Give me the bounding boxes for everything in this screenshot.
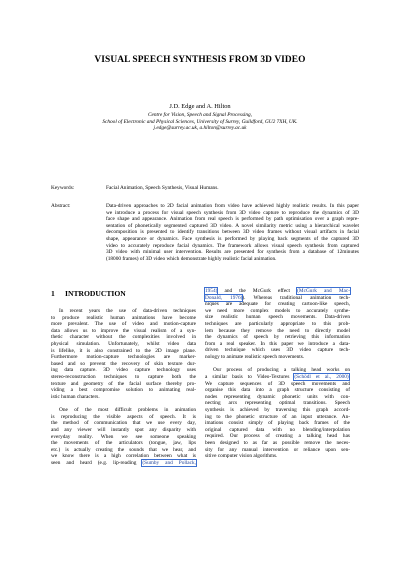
body-line: synthesis is achieved by traversing this graph accord- bbox=[205, 406, 350, 413]
abstract-line: (18000 frames) of 3D video which demonstrate highly realistic facial animation. bbox=[106, 255, 277, 262]
body-line: we need more complex models to accurately synthe- bbox=[205, 307, 350, 314]
citation-link[interactable]: Donald, 1976) bbox=[205, 294, 243, 301]
body-line: size realistic human speech movements. Data-driven bbox=[205, 314, 350, 321]
body-line: etc.) is actually creating the sounds that we hear, and bbox=[51, 446, 196, 453]
body-line: physical simulation. Unfortunately, whilst video data bbox=[51, 341, 196, 348]
body-line: everyday reality. When we see someone speaking bbox=[51, 433, 196, 440]
body-line: texture and geometry of the facial surface thereby pro- bbox=[51, 380, 196, 387]
body-line: the method of communication that we use every day, bbox=[51, 420, 196, 427]
paper-title: VISUAL SPEECH SYNTHESIS FROM 3D VIDEO bbox=[94, 55, 306, 65]
body-text: . bbox=[348, 373, 350, 380]
body-line: nology to animate realistic speech movements. bbox=[205, 354, 305, 361]
abstract-line: 3D video with minimal user intervention. Results are presented for synthesis from a database of 12minutes bbox=[106, 249, 359, 256]
body-line: based and so prevent the recovery of skin texture dur- bbox=[51, 360, 196, 367]
body-text: a similar basis to Video-Textures bbox=[205, 373, 295, 380]
keywords-label: Keywords: bbox=[51, 185, 75, 191]
abstract-line: decomposition is presented to identify transitions between 3D video frames without visual artifacts in facial bbox=[106, 229, 359, 236]
right-column bbox=[205, 288, 350, 460]
body-line: niques are adequate for creating cartoon-like speech, bbox=[205, 301, 350, 308]
body-line: required. Our process of creating a talking head has bbox=[205, 433, 350, 440]
body-line: sity for any manual intervention or reliance upon sen- bbox=[205, 446, 350, 453]
body-line: One of the most difficult problems in animation bbox=[59, 407, 196, 414]
body-line: is reproducing the visible aspects of speech. It is bbox=[51, 413, 196, 420]
body-line: We capture sequences of 3D speech movements and bbox=[205, 380, 350, 387]
abstract-line: sentation of phonetically segmented captured 3D video. A novel similarity metric using a hierarchical wavelet bbox=[106, 222, 359, 229]
body-line: viding a best compromise solution to animating real- bbox=[51, 387, 196, 394]
body-line bbox=[205, 288, 350, 295]
citation-link[interactable]: 1954) bbox=[205, 288, 218, 294]
body-line: ing to the phonetic structure of an input utterance. An- bbox=[205, 413, 350, 420]
body-text: ). Whereas traditional animation tech- bbox=[242, 294, 350, 301]
body-line: Our process of producing a talking head works on bbox=[213, 367, 350, 374]
body-line: necting arcs representing optimal transitions. Speech bbox=[205, 400, 350, 407]
citation-link[interactable]: (McGurk and Mac- bbox=[297, 288, 350, 294]
body-line: organise this data into a graph structure consisting of bbox=[205, 387, 350, 394]
body-line: stereo-reconstruction techniques to capture both the bbox=[51, 374, 196, 381]
body-line: driven technique which uses 3D video capture tech- bbox=[205, 347, 350, 354]
affiliation-line: Centre for Vision, Speech and Signal Processing, bbox=[148, 112, 252, 118]
section-title: INTRODUCTION bbox=[65, 289, 126, 298]
citation-link[interactable]: (Sumby and Pollack, bbox=[142, 460, 196, 466]
section-heading bbox=[51, 289, 126, 298]
body-line: ing data capture. 3D video capture technology uses bbox=[51, 367, 196, 374]
body-line: lem because they remove the need to directly model bbox=[205, 327, 350, 334]
abstract-line: we introduce a process for visual speech synthesis from 3D video capture to reproduce the dynamics of 3D bbox=[106, 209, 359, 216]
body-line: thetic character without the complexities involved in bbox=[51, 334, 196, 341]
abstract-label: Abstract: bbox=[51, 203, 71, 209]
affiliation bbox=[0, 112, 400, 132]
body-line: techniques are particularly appropriate to this prob- bbox=[205, 321, 350, 328]
left-column bbox=[51, 308, 196, 467]
author-emails: j.edge@surrey.ac.uk, a.hilton@surrey.ac.uk bbox=[153, 125, 247, 132]
citation-link[interactable]: (Schödl et al., 2000) bbox=[294, 373, 349, 380]
affiliation-line: School of Electronic and Physical Sciences, University of Surrey, Guildford, GU2 7XH, UK. bbox=[102, 118, 298, 125]
body-line bbox=[205, 374, 350, 381]
section-number: 1 bbox=[51, 289, 55, 298]
body-line: Furthermore motion-capture technologies are marker- bbox=[51, 354, 196, 361]
abstract-line: video to accurately reproduce facial dynamics. The framework allows visual speech synthesis from captured bbox=[106, 242, 359, 249]
body-line: the movements of the articulators (tongue, jaw, lips bbox=[51, 440, 196, 447]
body-line: sitive computer vision algorithms. bbox=[205, 453, 278, 460]
body-line: istic human characters. bbox=[51, 393, 100, 400]
body-line: the dynamics of speech by retrieving this information bbox=[205, 334, 350, 341]
body-line bbox=[51, 460, 196, 467]
keywords: Facial Animation, Speech Synthesis, Visual Humans. bbox=[106, 185, 219, 191]
body-line: more prevalent. The use of video and motion-capture bbox=[51, 321, 196, 328]
body-line: nodes representing dynamic phonetic units with con- bbox=[205, 393, 350, 400]
body-text: and the McGurk effect bbox=[217, 288, 298, 294]
body-line: been designed to as far as possible remove the neces- bbox=[205, 440, 350, 446]
body-line: original captured data with no blending/interpolation bbox=[205, 426, 350, 433]
abstract-line: shape, appearance or dynamics. Face synthesis is performed by playing back segments of the captured 3D bbox=[106, 236, 359, 243]
body-line: In recent years the use of data-driven techniques bbox=[59, 308, 196, 314]
body-line: imations consist simply of playing back frames of the bbox=[205, 420, 350, 427]
abstract-text bbox=[106, 203, 359, 262]
abstract-line: Data-driven approaches to 2D facial animation from video have achieved highly realistic results. In this paper bbox=[106, 203, 359, 209]
authors: J.D. Edge and A. Hilton bbox=[169, 103, 231, 110]
body-line: from a real speaker. In this paper we introduce a data- bbox=[205, 340, 350, 347]
body-line: is lifelike, it is also constrained to the 2D image plane. bbox=[51, 347, 196, 354]
body-line: data allows us to improve the visual realism of a syn- bbox=[51, 327, 196, 334]
abstract-line: face shape and appearance. Animation from real speech is performed by path optimisation over a graph repre- bbox=[106, 216, 359, 223]
body-text: seen and heard (e.g. lip-reading bbox=[51, 460, 137, 466]
body-line: we know there is a high correlation between what is bbox=[51, 453, 196, 460]
body-line: and any viewer will instantly spot any disparity with bbox=[51, 426, 196, 433]
body-line: to produce realistic human animations have become bbox=[51, 314, 196, 321]
